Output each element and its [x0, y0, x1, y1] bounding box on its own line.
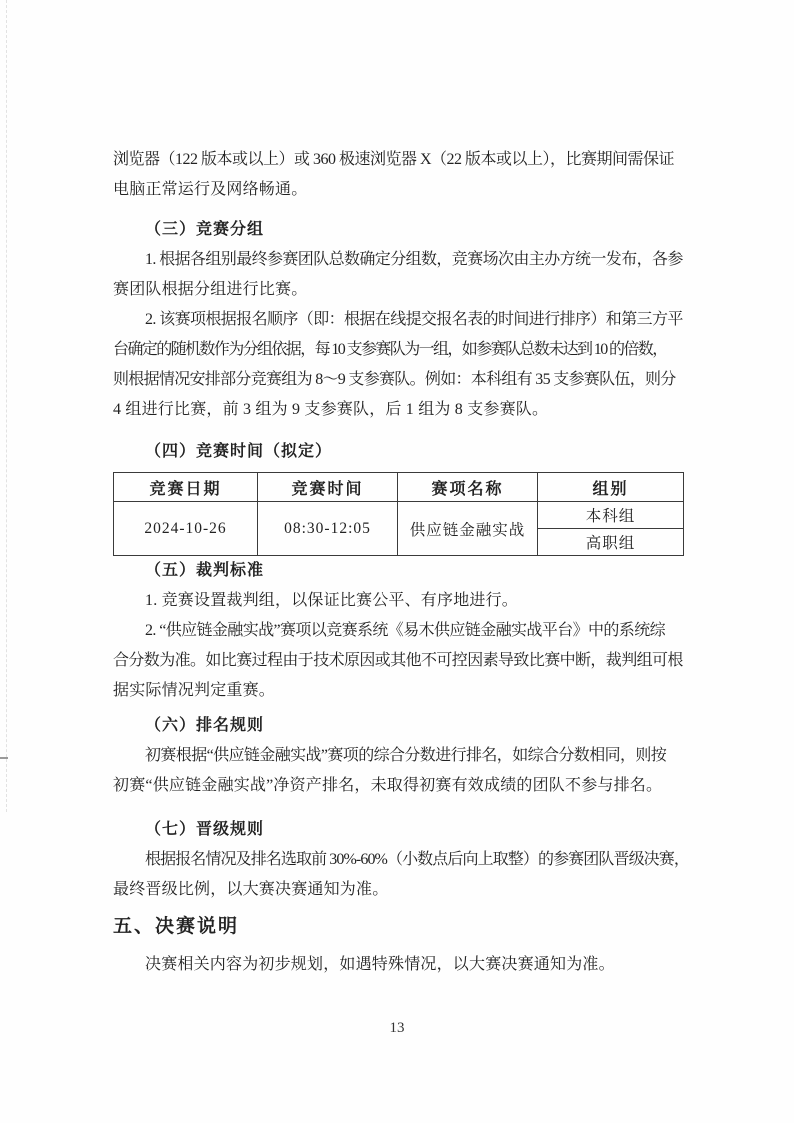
text-line: 合分数为准。如比赛过程由于技术原因或其他不可控因素导致比赛中断，裁判组可根	[113, 652, 683, 669]
page-number: 13	[389, 1020, 405, 1036]
schedule-col-header-date: 竞赛日期	[114, 473, 258, 502]
schedule-time-cell: 08:30-12:05	[258, 502, 398, 556]
text-line: 台确定的随机数作为分组依据，每 10 支参赛队为一组，如参赛队总数未达到 10 的倍数，	[113, 341, 667, 358]
text-line: 根据报名情况及排名选取前 30%-60%（小数点后向上取整）的参赛团队晋级决赛，	[145, 851, 689, 868]
scan-artifact-dash	[0, 757, 8, 759]
heading-section-7: （七）晋级规则	[145, 821, 265, 838]
text-line: 据实际情况判定重赛。	[113, 682, 276, 699]
schedule-group-cell-vocational: 高职组	[538, 529, 684, 556]
text-line: 赛团队根据分组进行比赛。	[113, 281, 308, 298]
text-line: 2. “供应链金融实战”赛项以竞赛系统《易木供应链金融实战平台》中的系统综	[145, 622, 666, 639]
text-line: 浏览器（122 版本或以上）或 360 极速浏览器 X（22 版本或以上），比赛期间需保证	[113, 151, 675, 168]
text-line: 1. 根据各组别最终参赛团队总数确定分组数，竞赛场次由主办方统一发布，各参	[145, 251, 683, 268]
heading-section-3: （三）竞赛分组	[145, 221, 265, 238]
schedule-col-header-event: 赛项名称	[398, 473, 538, 502]
text-line: 初赛根据“供应链金融实战”赛项的综合分数进行排名，如综合分数相同，则按	[145, 747, 667, 764]
schedule-table	[113, 472, 684, 556]
text-line: 最终晋级比例，以大赛决赛通知为准。	[113, 881, 389, 898]
heading-section-5: （五）裁判标准	[145, 562, 265, 579]
text-line: 则根据情况安排部分竞赛组为 8～9 支参赛队。例如：本科组有 35 支参赛队伍，则分	[113, 371, 676, 388]
heading-section-4: （四）竞赛时间（拟定）	[145, 443, 333, 460]
text-line: 电脑正常运行及网络畅通。	[113, 181, 308, 198]
schedule-col-header-time: 竞赛时间	[258, 473, 398, 502]
page-content	[113, 145, 689, 980]
schedule-header-row	[114, 473, 684, 502]
schedule-row	[114, 502, 684, 529]
scan-artifact-line	[6, 0, 7, 812]
heading-section-6: （六）排名规则	[145, 717, 265, 734]
text-line: 决赛相关内容为初步规划，如遇特殊情况，以大赛决赛通知为准。	[145, 956, 615, 973]
text-line: 2. 该赛项根据报名顺序（即：根据在线提交报名表的时间进行排序）和第三方平	[145, 311, 683, 328]
schedule-group-cell-undergrad: 本科组	[538, 502, 684, 529]
schedule-col-header-group: 组别	[538, 473, 684, 502]
schedule-date-cell: 2024-10-26	[114, 502, 258, 556]
text-line: 1. 竞赛设置裁判组，以保证比赛公平、有序地进行。	[145, 592, 519, 609]
text-line: 初赛“供应链金融实战”净资产排名，未取得初赛有效成绩的团队不参与排名。	[113, 777, 663, 794]
heading-finals: 五、决赛说明	[113, 916, 240, 937]
schedule-event-cell: 供应链金融实战	[398, 502, 538, 556]
text-line: 4 组进行比赛，前 3 组为 9 支参赛队，后 1 组为 8 支参赛队。	[113, 401, 549, 418]
